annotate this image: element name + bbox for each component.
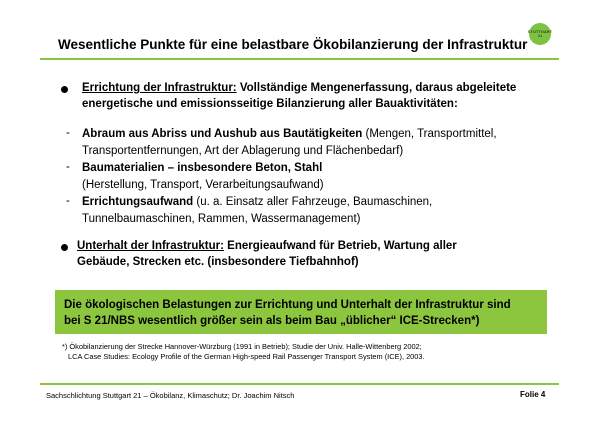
slide-title: Wesentliche Punkte für eine belastbare Ökobilanzierung der Infrastruktur (58, 37, 528, 52)
item-normal: (u. a. Einsatz aller Fahrzeuge, Baumaschinen, (193, 196, 433, 208)
slide-number: Folie 4 (520, 390, 546, 399)
footer-text: Sachschlichtung Stuttgart 21 – Ökobilanz, Klimaschutz; Dr. Joachim Nitsch (46, 391, 295, 400)
logo-text-top: STUTTGART (527, 28, 553, 34)
highlight-text (64, 297, 542, 329)
bullet-dot (61, 86, 68, 93)
bullet-text-line2: Gebäude, Strecken etc. (insbesondere Tiefbahnhof) (77, 256, 359, 268)
item-bold: Errichtungsaufwand (82, 196, 194, 208)
bullet-heading: Unterhalt der Infrastruktur: (77, 240, 224, 252)
bullet-text: Vollständige Mengenerfassung, daraus abgeleitete (236, 82, 517, 94)
list-item-abraum (82, 126, 497, 160)
stuttgart21-logo (529, 23, 551, 45)
footnote-line1: *) Ökobilanzierung der Strecke Hannover-Würzburg (1991 in Betrieb); Studie der Univ. Halle-Wittenberg 2002; (62, 342, 422, 351)
item-normal: (Mengen, Transportmittel, (362, 128, 497, 140)
bullet-errichtung (82, 80, 516, 112)
bullet-dot (61, 244, 68, 251)
highlight-line1: Die ökologischen Belastungen zur Errichtung und Unterhalt der Infrastruktur sind (64, 299, 511, 311)
item-dash: - (66, 127, 70, 139)
bullet-text-line2: energetische und emissionsseitige Bilanzierung aller Bauaktivitäten: (82, 98, 458, 110)
item-line2: Transportentfernungen, Art der Ablagerung und Flächenbedarf) (82, 145, 404, 157)
list-item-errichtungsaufwand (82, 194, 432, 228)
list-item-baumaterialien (82, 160, 324, 194)
footnote (62, 342, 542, 362)
footer-divider (40, 383, 559, 385)
logo-text-bottom: 21 (537, 33, 543, 38)
footnote-line2: LCA Case Studies: Ecology Profile of the German High-speed Rail Passenger Transport System (ICE), 2003. (68, 352, 425, 361)
highlight-line2: bei S 21/NBS wesentlich größer sein als beim Bau „üblicher“ ICE-Strecken*) (64, 315, 480, 327)
bullet-text: Energieaufwand für Betrieb, Wartung aller (223, 240, 457, 252)
item-line2: (Herstellung, Transport, Verarbeitungsaufwand) (82, 179, 324, 191)
item-dash: - (66, 161, 70, 173)
title-divider (40, 58, 559, 60)
item-line2: Tunnelbaumaschinen, Rammen, Wassermanagement) (82, 213, 361, 225)
bullet-unterhalt (77, 238, 457, 270)
item-bold: Baumaterialien – insbesondere Beton, Stahl (82, 162, 323, 174)
bullet-heading: Errichtung der Infrastruktur: (82, 82, 237, 94)
item-dash: - (66, 195, 70, 207)
item-bold: Abraum aus Abriss und Aushub aus Bautätigkeiten (82, 128, 363, 140)
